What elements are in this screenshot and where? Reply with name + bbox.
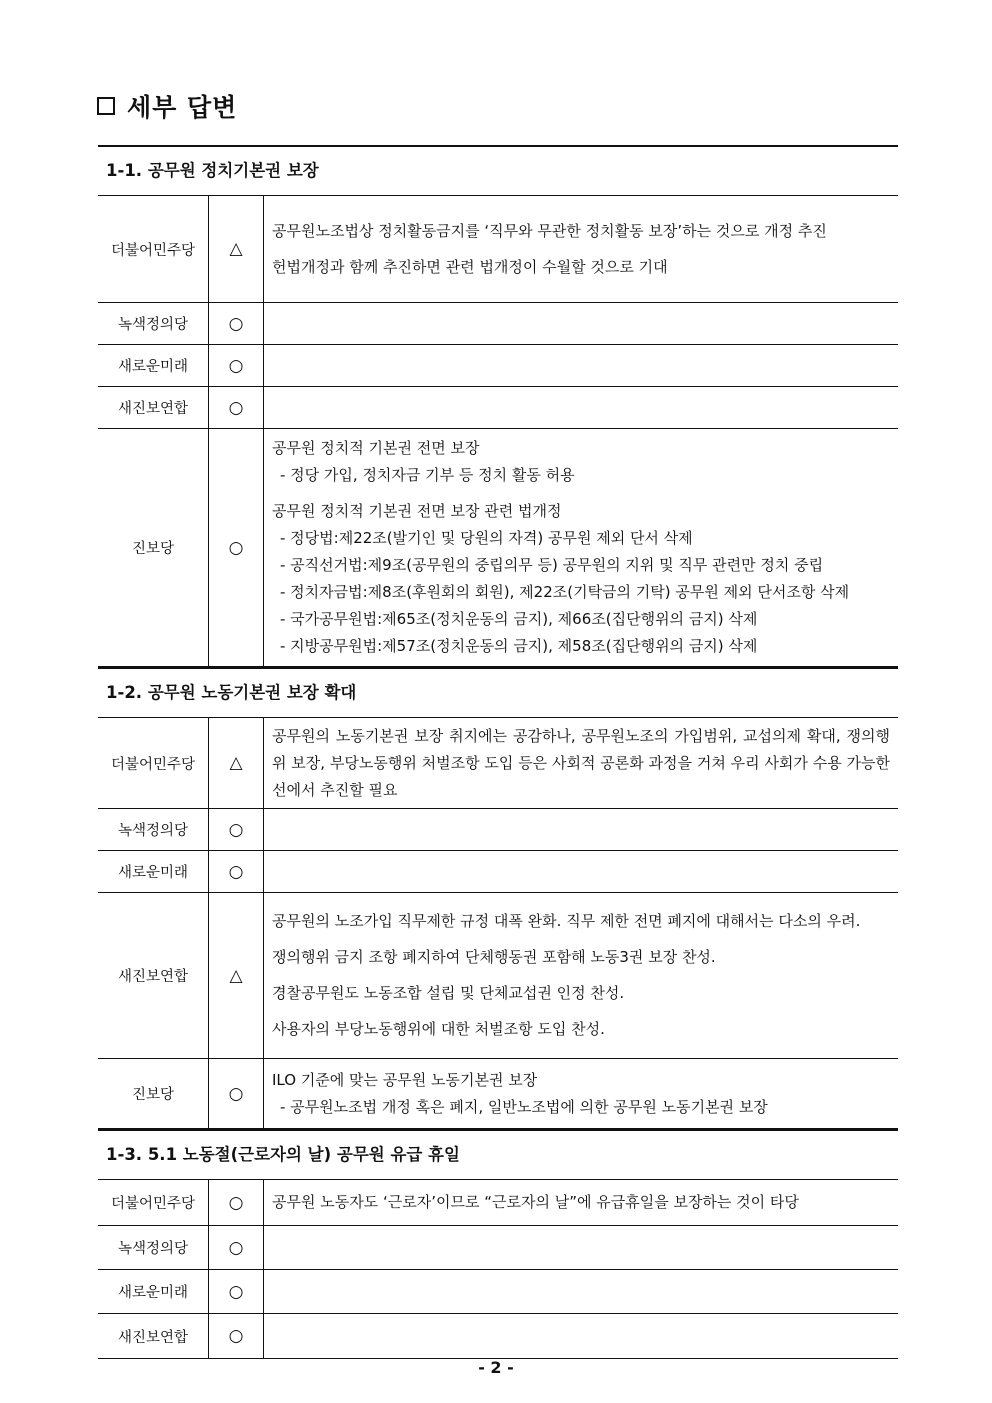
response-line: 공무원 노동자도 ‘근로자’이므로 “근로자의 날”에 유급휴일을 보장하는 것이 타당 (272, 1193, 799, 1211)
stance-mark: ○ (209, 1270, 264, 1314)
response-line: - 공직선거법:제9조(공무원의 중립의무 등) 공무원의 지위 및 직무 관련만 정치 중립 (280, 556, 824, 574)
stance-mark: △ (209, 718, 264, 809)
response-line: 쟁의행위 금지 조항 폐지하여 단체행동권 포함해 노동3권 보장 찬성. (272, 948, 716, 966)
response-line: 공무원 정치적 기본권 전면 보장 (272, 439, 480, 457)
response-table (98, 717, 898, 1129)
table-row (98, 809, 898, 851)
party-name: 더불어민주당 (98, 196, 209, 303)
stance-mark: ○ (209, 809, 264, 851)
response-line: 경찰공무원도 노동조합 설립 및 단체교섭권 인정 찬성. (272, 984, 625, 1002)
stance-mark: ○ (209, 387, 264, 429)
response-text (264, 1226, 899, 1270)
page-title: 세부 답변 (127, 93, 238, 122)
response-text (264, 851, 899, 893)
section-title: 1-3. 5.1 노동절(근로자의 날) 공무원 유급 휴일 (106, 1145, 460, 1164)
table-row (98, 851, 898, 893)
response-line: - 공무원노조법 개정 혹은 폐지, 일반노조법에 의한 공무원 노동기본권 보장 (280, 1097, 768, 1116)
response-text (264, 1314, 899, 1359)
table-row (98, 1059, 898, 1129)
response-line: 공무원의 노동기본권 보장 취지에는 공감하나, 공무원노조의 가입범위, 교섭의제 확대, 쟁의행위 보장, 부당노동행위 처벌조항 도입 등은 사회적 공론화 과정을 거쳐 우리 사회가 수용 가능한 선에서 추진할 필요 (272, 726, 890, 799)
response-text (264, 1270, 899, 1314)
response-text (264, 196, 899, 303)
response-table (98, 195, 898, 667)
table-row (98, 893, 898, 1059)
stance-mark: ○ (209, 303, 264, 345)
response-line: 헌법개정과 함께 추진하면 관련 법개정이 수월할 것으로 기대 (272, 257, 668, 276)
stance-mark: ○ (209, 851, 264, 893)
response-text (264, 809, 899, 851)
response-text (264, 303, 899, 345)
party-name: 녹색정의당 (98, 1226, 209, 1270)
stance-mark: △ (209, 196, 264, 303)
response-line: - 정당 가입, 정치자금 기부 등 정치 활동 허용 (280, 466, 575, 484)
party-name: 새로운미래 (98, 345, 209, 387)
table-row (98, 345, 898, 387)
response-text (264, 893, 899, 1059)
party-name: 새로운미래 (98, 1270, 209, 1314)
table-row (98, 387, 898, 429)
response-line: - 정치자금법:제8조(후원회의 회원), 제22조(기탁금의 기탁) 공무원 제외 단서조항 삭제 (280, 583, 850, 601)
response-text (264, 718, 899, 809)
response-line: 공무원노조법상 정치활동금지를 ‘직무와 무관한 정치활동 보장’하는 것으로 개정 추진 (272, 221, 827, 240)
response-line: 공무원의 노조가입 직무제한 규정 대폭 완화. 직무 제한 전면 폐지에 대해서는 다소의 우려. (272, 912, 861, 930)
stance-mark: △ (209, 893, 264, 1059)
response-text (264, 345, 899, 387)
response-text (264, 387, 899, 429)
response-text (264, 429, 899, 667)
response-line: 공무원 정치적 기본권 전면 보장 관련 법개정 (272, 502, 562, 520)
checkbox-square-icon (97, 97, 115, 115)
party-name: 진보당 (98, 429, 209, 667)
party-name: 더불어민주당 (98, 1180, 209, 1226)
section-title: 1-1. 공무원 정치기본권 보장 (106, 161, 319, 180)
stance-mark: ○ (209, 1314, 264, 1359)
party-name: 진보당 (98, 1059, 209, 1129)
party-name: 녹색정의당 (98, 809, 209, 851)
party-name: 새로운미래 (98, 851, 209, 893)
party-name: 녹색정의당 (98, 303, 209, 345)
table-row (98, 303, 898, 345)
response-text (264, 1059, 899, 1129)
response-text (264, 1180, 899, 1226)
page-number: - 2 - (478, 1358, 514, 1377)
response-table (98, 1179, 898, 1359)
party-name: 더불어민주당 (98, 718, 209, 809)
stance-mark: ○ (209, 1180, 264, 1226)
table-row (98, 1270, 898, 1314)
response-line: ILO 기준에 맞는 공무원 노동기본권 보장 (272, 1070, 538, 1089)
table-row (98, 718, 898, 809)
response-line: - 국가공무원법:제65조(정치운동의 금지), 제66조(집단행위의 금지) 삭제 (280, 610, 758, 628)
stance-mark: ○ (209, 345, 264, 387)
table-row (98, 1314, 898, 1359)
content (98, 145, 898, 1359)
stance-mark: ○ (209, 1226, 264, 1270)
party-name: 새진보연합 (98, 387, 209, 429)
party-name: 새진보연합 (98, 1314, 209, 1359)
section-title: 1-2. 공무원 노동기본권 보장 확대 (106, 683, 357, 702)
party-name: 새진보연합 (98, 893, 209, 1059)
table-row (98, 1226, 898, 1270)
page-heading (97, 88, 237, 124)
response-line: 사용자의 부당노동행위에 대한 처벌조항 도입 찬성. (272, 1020, 605, 1038)
response-line: - 정당법:제22조(발기인 및 당원의 자격) 공무원 제외 단서 삭제 (280, 529, 693, 547)
table-row (98, 429, 898, 667)
stance-mark: ○ (209, 429, 264, 667)
stance-mark: ○ (209, 1059, 264, 1129)
response-line: - 지방공무원법:제57조(정치운동의 금지), 제58조(집단행위의 금지) 삭제 (280, 637, 758, 655)
table-row (98, 1180, 898, 1226)
table-row (98, 196, 898, 303)
